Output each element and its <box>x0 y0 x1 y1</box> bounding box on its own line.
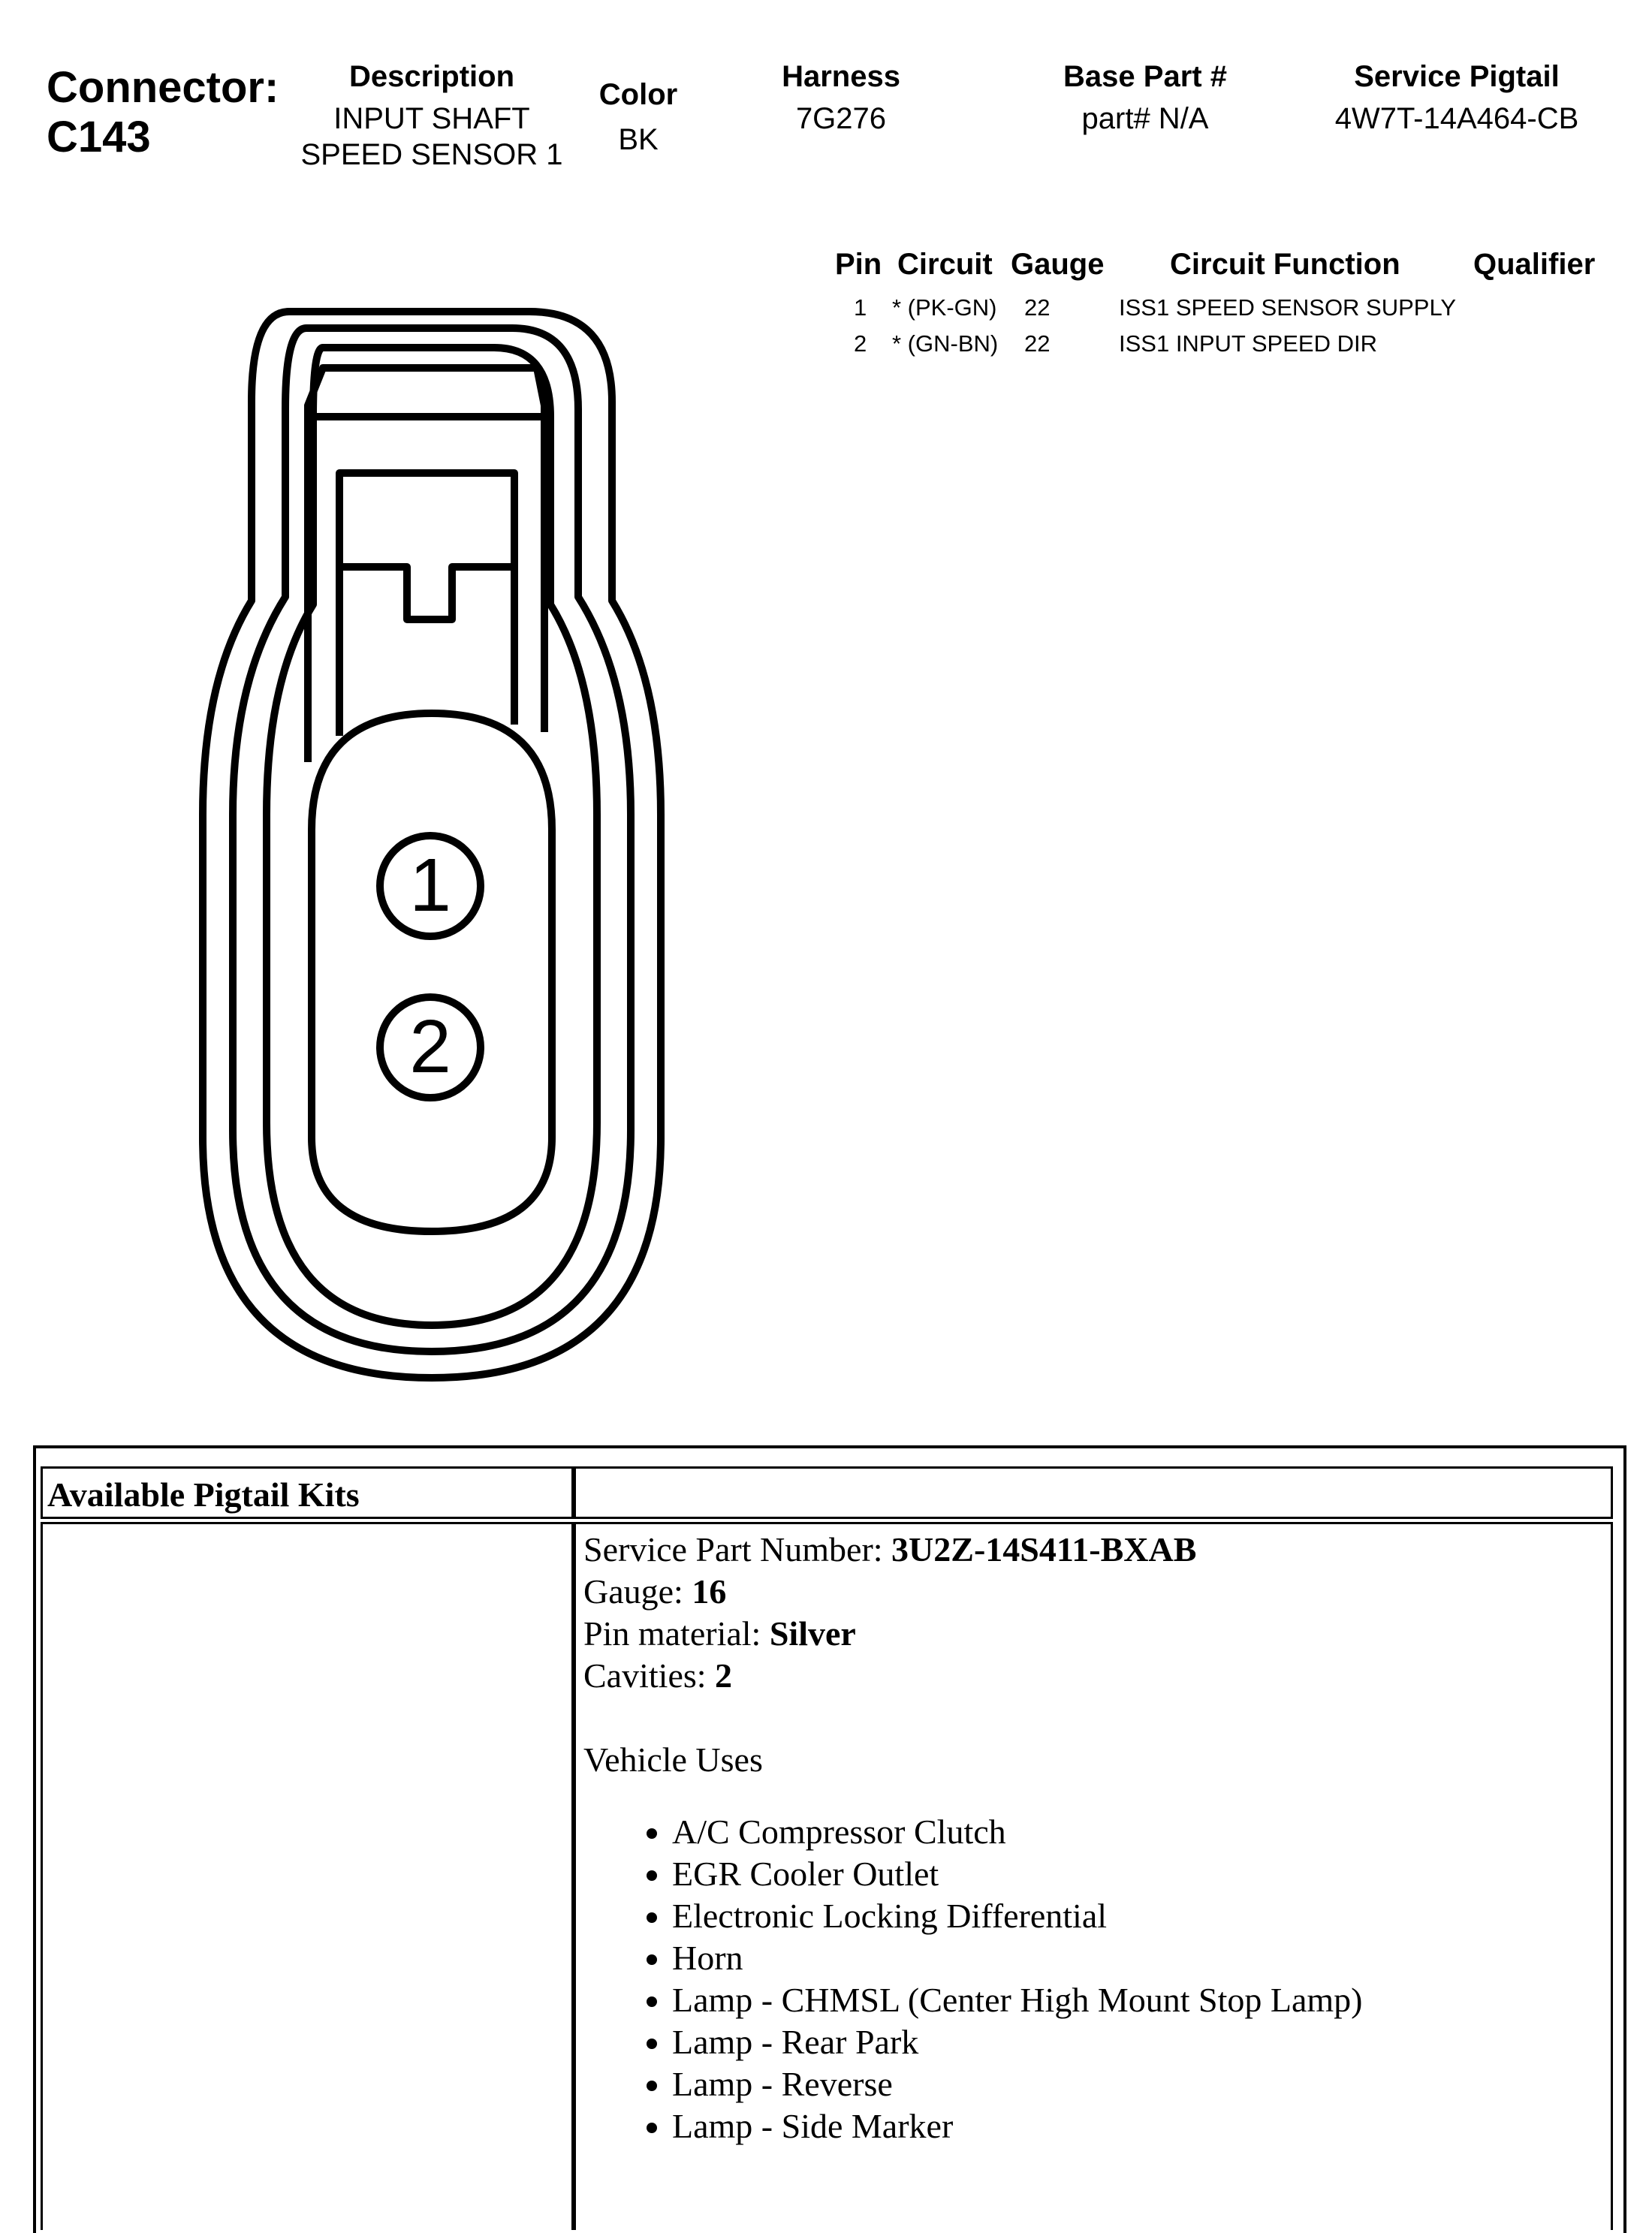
base-part-label: Base Part # <box>1063 60 1227 93</box>
harness-column <box>736 59 946 137</box>
pin-material-value: Silver <box>769 1614 856 1653</box>
list-item: • Electronic Locking Differential <box>672 1895 1603 1937</box>
circuit-header: Circuit <box>897 248 993 281</box>
pin-row-2-function: ISS1 INPUT SPEED DIR <box>1119 330 1377 357</box>
color-value: BK <box>618 123 659 156</box>
pin-header: Pin <box>835 248 882 281</box>
base-part-value: part# N/A <box>1081 102 1209 135</box>
harness-value: 7G276 <box>795 102 887 135</box>
cavities-label: Cavities: <box>583 1656 716 1695</box>
description-label: Description <box>348 60 515 93</box>
pin-row-1-function: ISS1 SPEED SENSOR SUPPLY <box>1119 294 1457 321</box>
pin-row-1-gauge: 22 <box>1024 294 1051 321</box>
pin-row-1-circuit: * (PK-GN) <box>892 294 997 321</box>
pin-1-label: 1 <box>409 843 451 927</box>
connector-diagram <box>180 289 683 1400</box>
vehicle-uses-list <box>583 1811 1603 2147</box>
service-part-number-line <box>583 1529 1603 1571</box>
gauge-header: Gauge <box>1011 248 1105 281</box>
pigtail-kits-title-cell <box>41 1466 574 1519</box>
list-item: • Lamp - Rear Park <box>672 2021 1603 2063</box>
pin-row-2-circuit: * (GN-BN) <box>892 330 999 357</box>
description-column <box>278 59 586 173</box>
list-item: • Lamp - CHMSL (Center High Mount Stop Lamp) <box>672 1979 1603 2021</box>
circuit-function-header: Circuit Function <box>1170 248 1400 281</box>
kit-gauge-label: Gauge: <box>583 1572 692 1611</box>
service-part-label: Service Part Number: <box>583 1530 892 1569</box>
color-label: Color <box>598 78 678 111</box>
pigtail-info-cell <box>574 1522 1613 2230</box>
connector-title <box>47 63 279 162</box>
latch-notch <box>339 567 514 619</box>
service-pigtail-value: 4W7T-14A464-CB <box>1334 102 1579 135</box>
connector-second-shell <box>233 328 631 1352</box>
pigtail-image-cell <box>41 1522 574 2230</box>
pin-cavity-outline <box>312 713 552 1231</box>
connector-label: Connector: <box>47 63 279 112</box>
vehicle-uses-label: Vehicle Uses <box>583 1740 763 1779</box>
color-column <box>571 77 706 158</box>
pigtail-info <box>576 1524 1611 2152</box>
pin-row-2-pin: 2 <box>854 330 867 357</box>
service-pigtail-label: Service Pigtail <box>1354 60 1560 93</box>
pin-material-label: Pin material: <box>583 1614 770 1653</box>
kit-gauge-value: 16 <box>692 1572 727 1611</box>
qualifier-header: Qualifier <box>1473 248 1596 281</box>
list-item: • Horn <box>672 1937 1603 1979</box>
list-item: • Lamp - Reverse <box>672 2063 1603 2105</box>
service-part-value: 3U2Z-14S411-BXAB <box>891 1530 1197 1569</box>
pigtail-kits-title: Available Pigtail Kits <box>47 1475 360 1514</box>
pin-row-1-pin: 1 <box>854 294 867 321</box>
description-line1: INPUT SHAFT <box>333 102 530 135</box>
list-item: • A/C Compressor Clutch <box>672 1811 1603 1853</box>
pin-2-label: 2 <box>409 1005 451 1089</box>
latch-tab <box>339 473 514 736</box>
cavities-value: 2 <box>715 1656 733 1695</box>
pin-row-2-gauge: 22 <box>1024 330 1051 357</box>
service-pigtail-column <box>1307 59 1607 137</box>
base-part-column <box>1021 59 1269 137</box>
pin-material-line <box>583 1613 1603 1655</box>
gauge-line <box>583 1571 1603 1613</box>
description-line2: SPEED SENSOR 1 <box>300 138 563 171</box>
pigtail-kits-title-right-cell <box>574 1466 1613 1519</box>
connector-id: C143 <box>47 113 151 161</box>
list-item: • EGR Cooler Outlet <box>672 1853 1603 1895</box>
list-item: • Lamp - Side Marker <box>672 2105 1603 2147</box>
cavities-line <box>583 1655 1603 1697</box>
harness-label: Harness <box>782 60 900 93</box>
